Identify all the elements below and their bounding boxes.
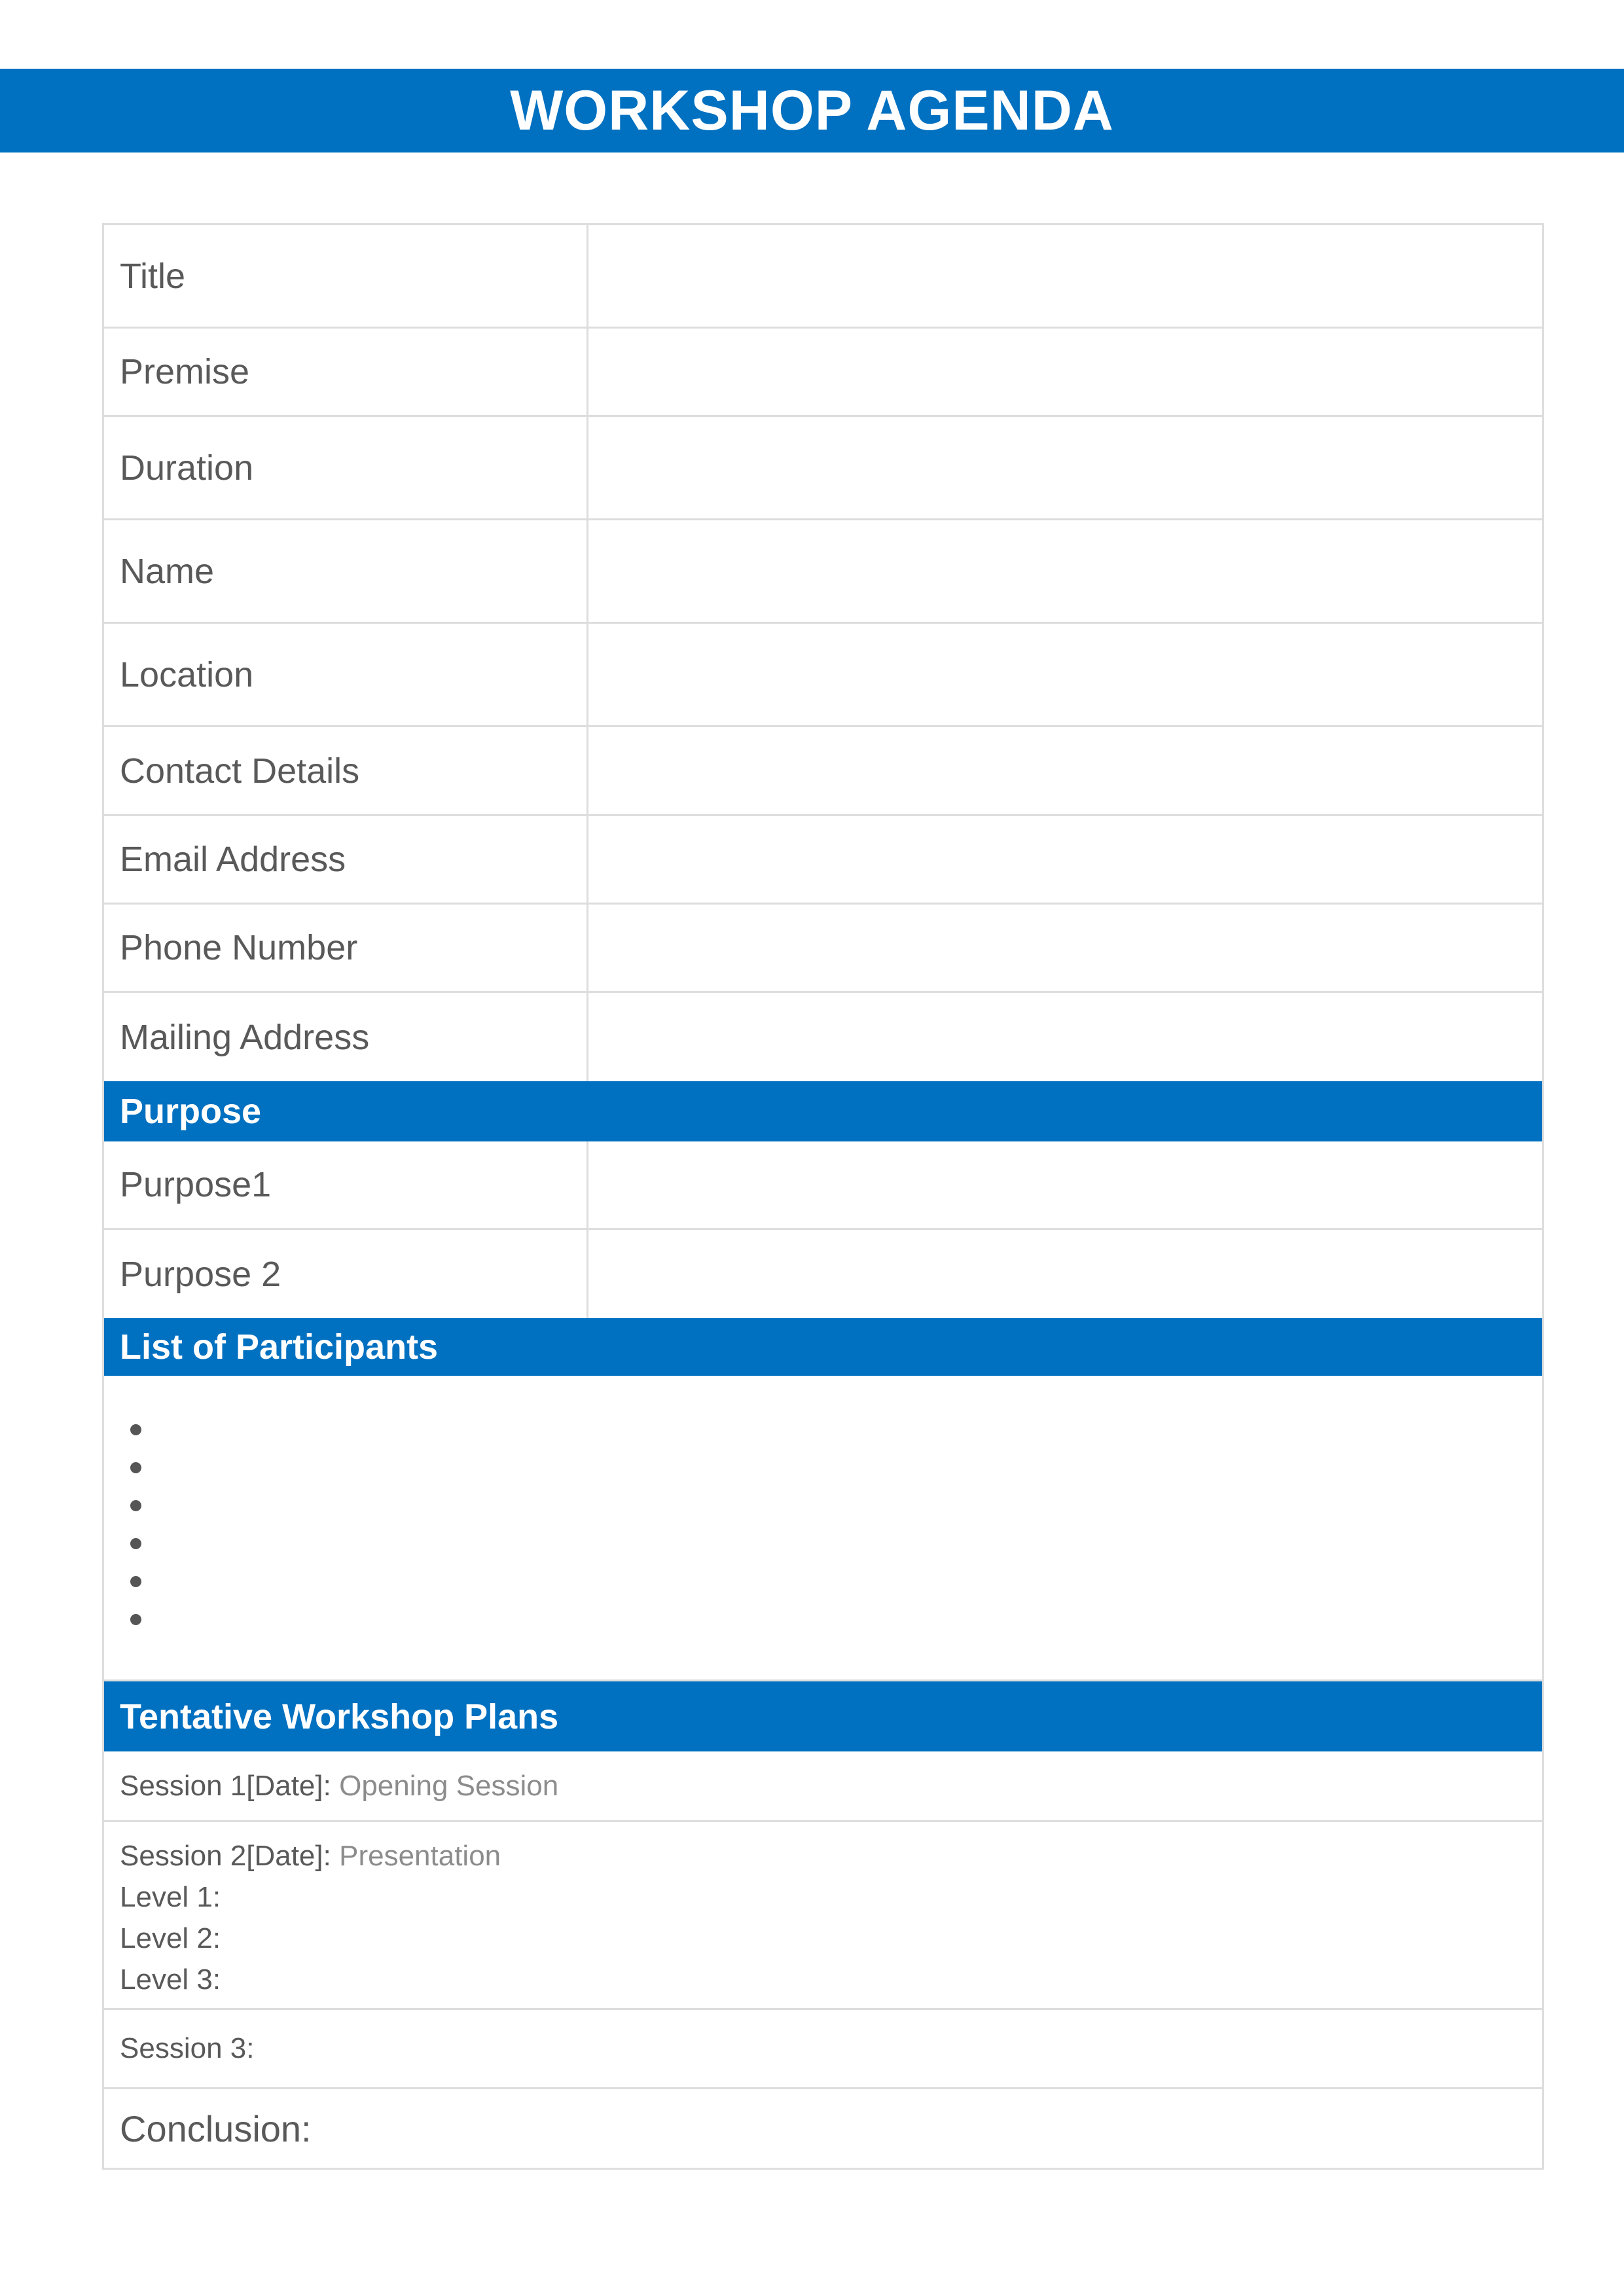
form-row-purpose-2 <box>104 1230 1542 1318</box>
section-header-plans: Tentative Workshop Plans <box>104 1681 1542 1751</box>
session-3-row[interactable] <box>104 2010 1542 2089</box>
section-header-purpose: Purpose <box>104 1081 1542 1141</box>
form-row-phone-number <box>104 905 1542 993</box>
email-field[interactable] <box>588 816 1542 903</box>
contact-details-field[interactable] <box>588 727 1542 814</box>
field-label: Purpose 2 <box>104 1230 588 1318</box>
mailing-address-field[interactable] <box>588 993 1542 1081</box>
form-row-email-address <box>104 816 1542 905</box>
field-label: Name <box>104 520 588 622</box>
bullet-icon <box>130 1576 141 1587</box>
title-field[interactable] <box>588 225 1542 327</box>
premise-field[interactable] <box>588 329 1542 415</box>
bullet-icon <box>130 1424 141 1435</box>
session-3-label: Session 3: <box>120 2032 255 2064</box>
name-field[interactable] <box>588 520 1542 622</box>
location-field[interactable] <box>588 624 1542 725</box>
field-label: Mailing Address <box>104 993 588 1081</box>
bullet-icon <box>130 1500 141 1511</box>
purpose-1-field[interactable] <box>588 1141 1542 1228</box>
field-label: Title <box>104 225 588 327</box>
field-label: Location <box>104 624 588 725</box>
phone-field[interactable] <box>588 905 1542 991</box>
session-2-row[interactable] <box>104 1822 1542 2010</box>
field-label: Email Address <box>104 816 588 903</box>
agenda-form <box>102 223 1544 2170</box>
field-label: Premise <box>104 329 588 415</box>
participants-list[interactable] <box>104 1376 1542 1681</box>
form-row-premise <box>104 329 1542 417</box>
field-label: Contact Details <box>104 727 588 814</box>
bullet-icon <box>130 1538 141 1549</box>
level-1-label: Level 1: <box>120 1881 221 1913</box>
duration-field[interactable] <box>588 417 1542 518</box>
form-row-contact-details <box>104 727 1542 816</box>
session-1-label: Session 1[Date]: <box>120 1769 331 1802</box>
conclusion-label: Conclusion: <box>120 2108 312 2149</box>
bullet-icon <box>130 1614 141 1625</box>
section-header-participants: List of Participants <box>104 1318 1542 1376</box>
form-row-location <box>104 624 1542 727</box>
header-banner <box>0 69 1624 152</box>
form-row-purpose-1 <box>104 1141 1542 1230</box>
purpose-2-field[interactable] <box>588 1230 1542 1318</box>
form-row-mailing-address <box>104 993 1542 1081</box>
conclusion-row[interactable] <box>104 2089 1542 2168</box>
session-2-label: Session 2[Date]: <box>120 1840 331 1872</box>
form-row-duration <box>104 417 1542 520</box>
session-1-value: Opening Session <box>339 1769 559 1802</box>
field-label: Duration <box>104 417 588 518</box>
bullet-icon <box>130 1462 141 1473</box>
field-label: Phone Number <box>104 905 588 991</box>
session-2-value: Presentation <box>339 1840 501 1872</box>
form-row-name <box>104 520 1542 624</box>
page-title: WORKSHOP AGENDA <box>510 79 1114 142</box>
level-3-label: Level 3: <box>120 1964 221 1996</box>
form-row-title <box>104 225 1542 329</box>
level-2-label: Level 2: <box>120 1922 221 1954</box>
field-label: Purpose1 <box>104 1141 588 1228</box>
session-1-row[interactable] <box>104 1751 1542 1822</box>
